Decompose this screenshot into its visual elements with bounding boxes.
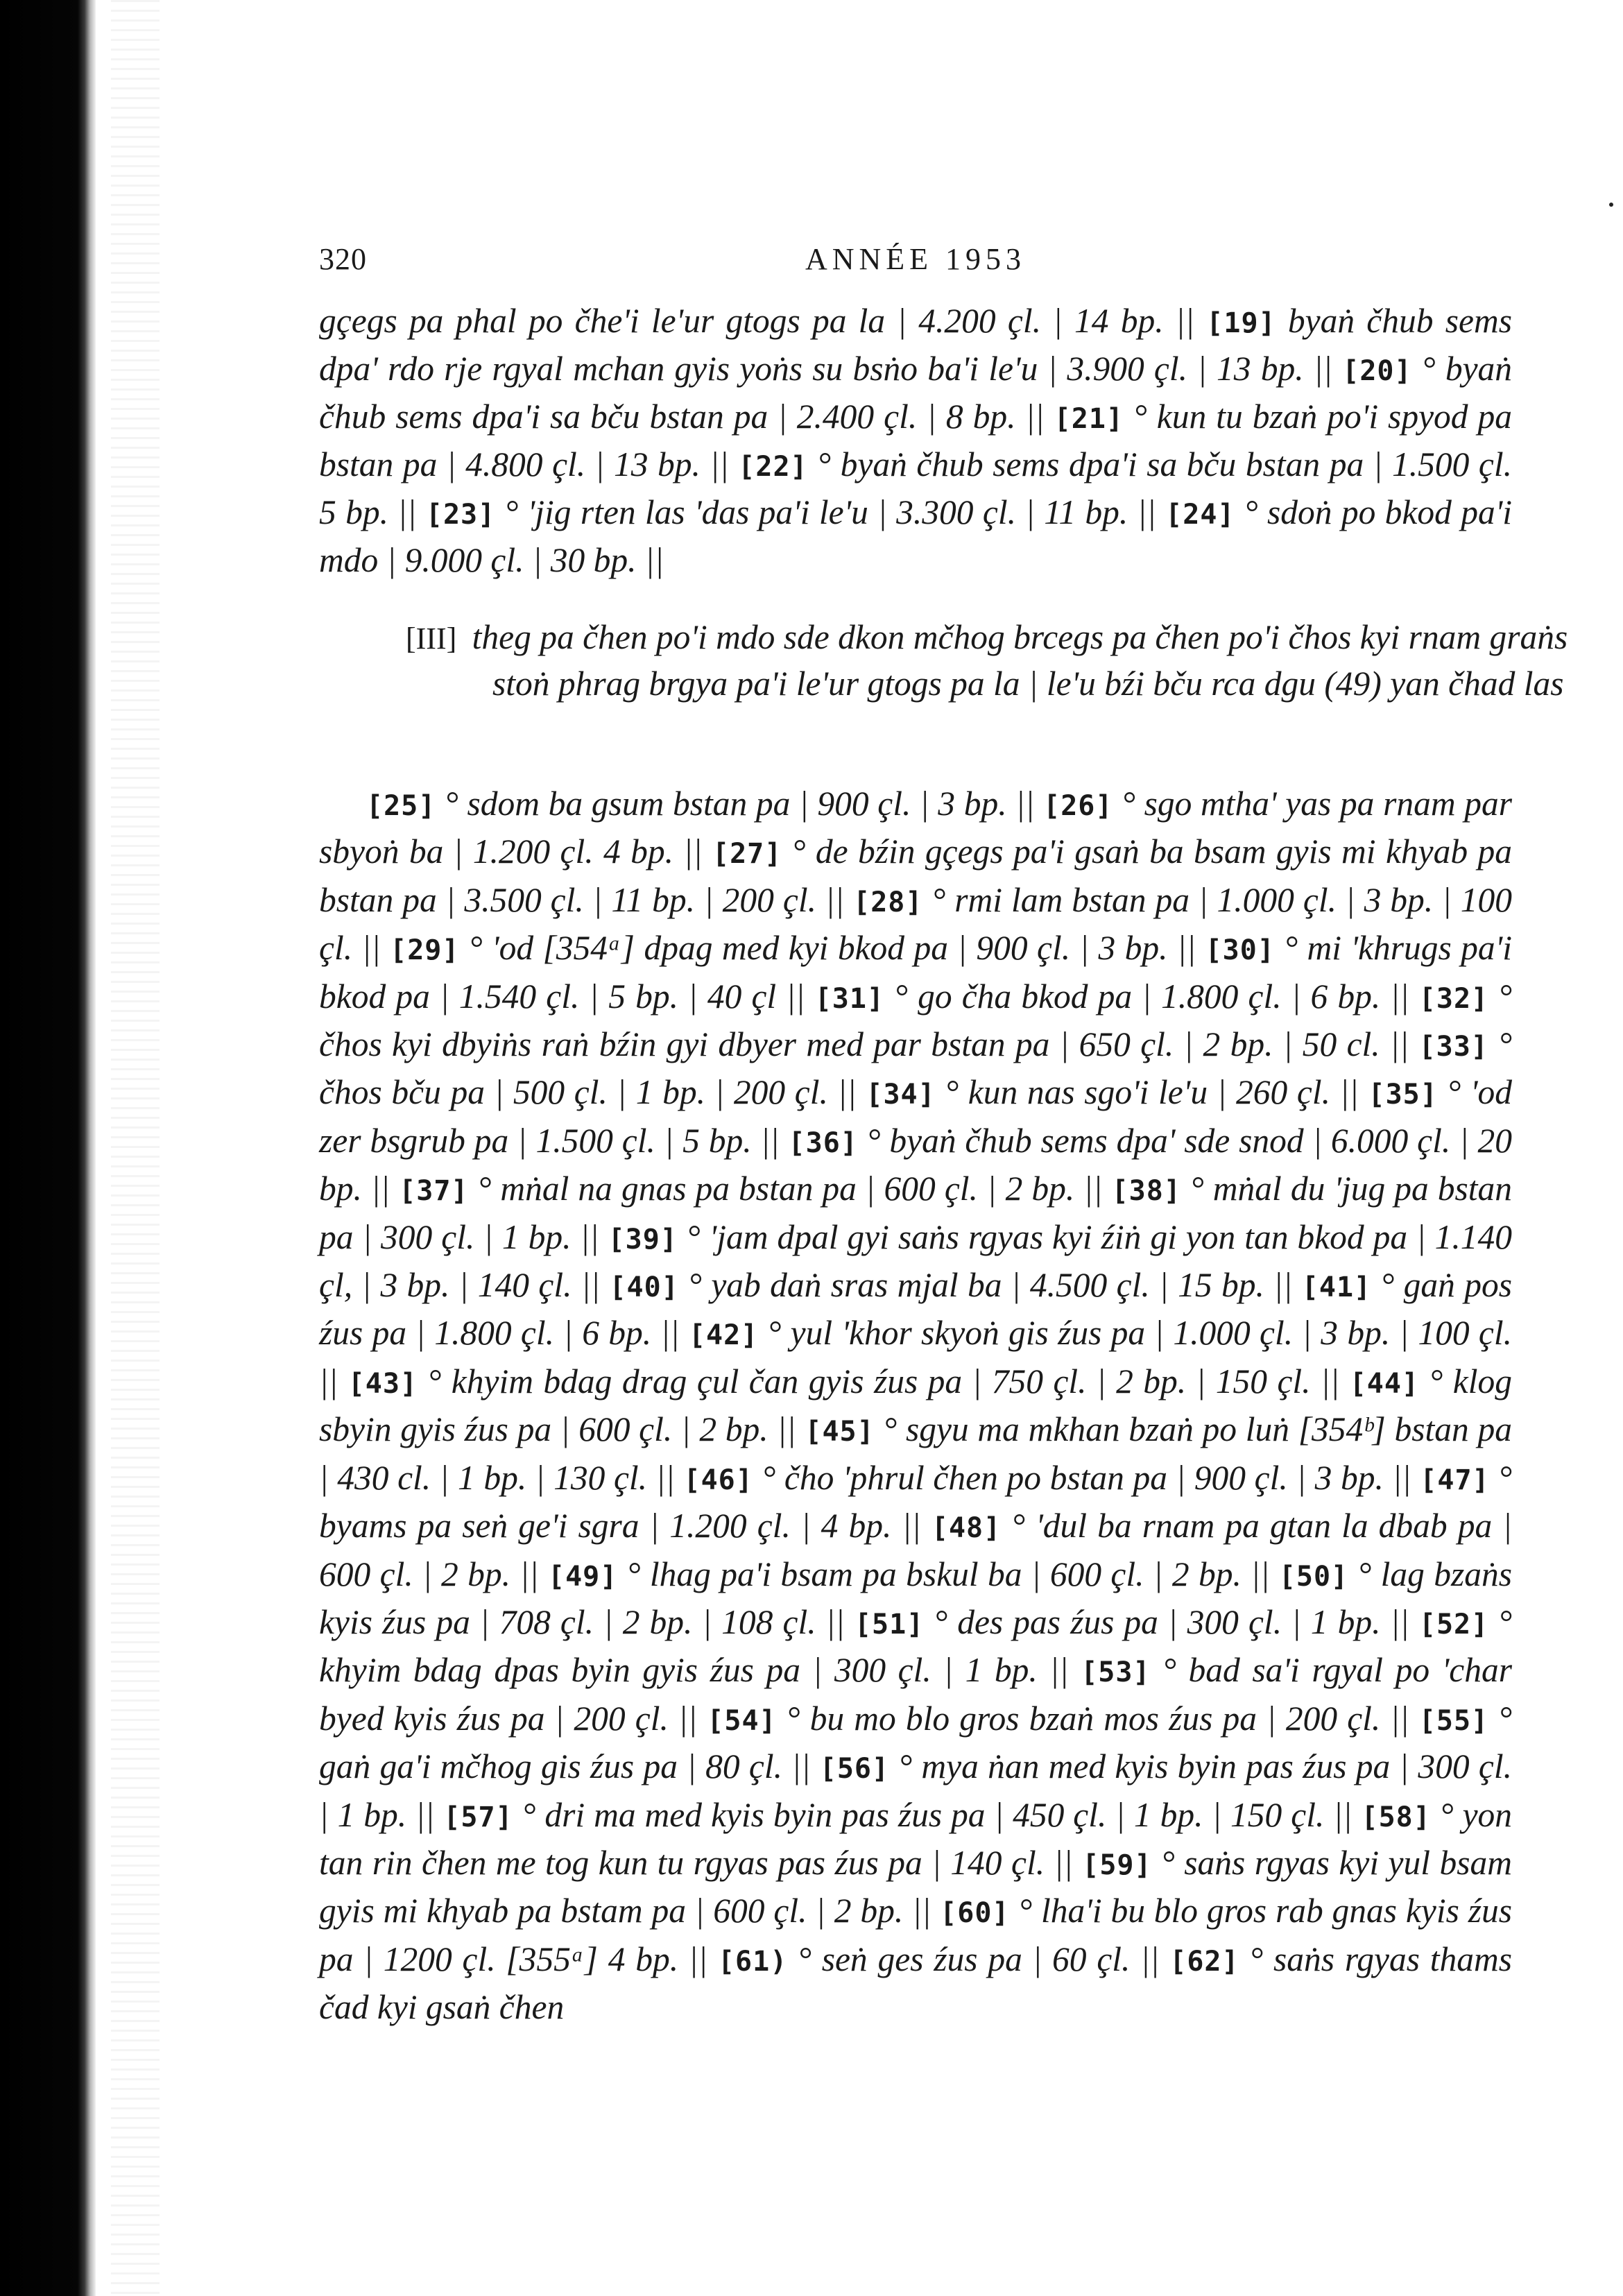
entry-number: [55] [1418, 1704, 1489, 1737]
entry-number: [52] [1418, 1608, 1489, 1640]
entry-number: [43] [347, 1367, 418, 1400]
entry-text: ° 'jig rten las 'das pa'i le'u | 3.300 çl. | 11 bp. || [504, 493, 1156, 531]
entry-number: [29] [390, 934, 460, 967]
entry-number: [28] [853, 886, 923, 918]
list-entry [548, 1555, 1269, 1593]
entry-number: [54] [707, 1704, 777, 1737]
scan-edge-texture [111, 0, 160, 2296]
entry-text: ° gaṅ pos źus pa | 1.800 çl. | 6 bp. || [319, 1266, 1513, 1353]
entry-number: [37] [399, 1175, 469, 1208]
entry-text: ° khyim bdag drag çul čan gyis źus pa | 750 çl. | 2 bp. | 150 çl. || [427, 1362, 1340, 1400]
entry-number: [34] [866, 1079, 936, 1111]
list-entry [718, 1940, 1160, 1978]
entry-text: ° sdom ba gsum bstan pa | 900 çl. | 3 bp. || [445, 785, 1035, 823]
paragraph-continuation [319, 298, 1512, 583]
entry-text: ° dri ma med kyis byin pas źus pa | 450 çl. | 1 bp. | 150 çl. || [522, 1795, 1352, 1834]
list-entry [390, 929, 1196, 967]
entry-text: ° mi 'khrugs pa'i bkod pa | 1.540 çl. | 5 bp. | 40 çl || [319, 929, 1513, 1016]
entry-number: [36] [788, 1126, 858, 1159]
entry-text: ° byaṅ čhub sems dpa' sde snod | 6.000 çl. | 20 bp. || [319, 1121, 1513, 1208]
entry-text: gçegs pa phal po čhe'i le'ur gtogs pa la | 4.200 çl. | 14 bp. || [319, 302, 1195, 340]
list-entry [684, 1459, 1411, 1497]
entry-number: [30] [1205, 934, 1275, 967]
entry-number: [20] [1342, 355, 1412, 387]
entry-text: ° yab daṅ sras mjal ba | 4.500 çl. | 15 bp. || [688, 1266, 1293, 1305]
entry-text: ° byams pa seṅ ge'i sgra | 1.200 çl. | 4 bp. || [319, 1458, 1513, 1545]
entry-text: ° mṅal na gnas pa bstan pa | 600 çl. | 2 bp. || [477, 1170, 1103, 1208]
entry-number: [58] [1361, 1801, 1431, 1833]
list-entry [348, 1362, 1340, 1400]
list-entry [855, 1603, 1409, 1641]
entry-text: ° kun nas sgo'i le'u | 260 çl. || [945, 1073, 1359, 1112]
entry-number: [40] [609, 1271, 679, 1304]
entry-text: ° čhos kyi dbyiṅs raṅ bźin gyi dbyer med par bstan pa | 650 çl. | 2 bp. | 50 cl. || [319, 977, 1513, 1064]
running-title: ANNÉE 1953 [805, 242, 1027, 276]
entry-text: ° sgo mtha' yas pa rnam par sbyoṅ ba | 1.200 çl. 4 bp. || [319, 785, 1513, 871]
entry-text: ° gaṅ ga'i mčhog gis źus pa | 80 çl. || [319, 1699, 1513, 1786]
entry-number: [38] [1111, 1175, 1181, 1208]
list-entry [707, 1699, 1409, 1738]
entry-text: ° sdoṅ po bkod pa'i mdo | 9.000 çl. | 30 bp. || [319, 493, 1513, 579]
list-entry [426, 493, 1156, 531]
entry-number: [62] [1169, 1945, 1239, 1978]
entry-text: ° čho 'phrul čhen po bstan pa | 900 çl. | 3 bp. || [762, 1458, 1411, 1497]
entry-number: [47] [1420, 1464, 1490, 1496]
section-heading [406, 615, 1599, 706]
entry-number: [49] [547, 1560, 618, 1593]
entry-number: [59] [1082, 1849, 1152, 1881]
entry-number: [50] [1278, 1560, 1349, 1593]
entry-text: ° seṅ ges źus pa | 60 çl. || [798, 1939, 1160, 1978]
entry-text: ° kun tu bzaṅ po'i spyod pa bstan pa | 4.800 çl. | 13 bp. || [319, 397, 1513, 483]
list-entry [815, 977, 1409, 1016]
running-head [319, 241, 1512, 283]
catalogue-list [319, 781, 1512, 2030]
entry-number: [53] [1081, 1656, 1151, 1689]
entry-number: [31] [814, 982, 885, 1015]
entry-number: [24] [1165, 499, 1235, 531]
entry-text: ° lag bzaṅs kyis źus pa | 708 çl. | 2 bp. | 108 çl. || [319, 1554, 1513, 1641]
entry-number: [46] [683, 1464, 753, 1496]
entry-text: ° khyim bdag dpas byin gyis źus pa | 300 çl. | 1 bp. || [319, 1602, 1513, 1690]
entry-number: [35] [1368, 1079, 1438, 1111]
entry-text: ° 'od [354ᵃ] dpag med kyi bkod pa | 900 çl. | 3 bp. || [468, 929, 1196, 968]
entry-text: ° 'od zer bsgrub pa | 1.500 çl. | 5 bp. || [319, 1073, 1512, 1160]
entry-text: ° mṅal du 'jug pa bstan pa | 300 çl. | 1 bp. || [319, 1170, 1513, 1256]
entry-number: [60] [940, 1897, 1010, 1930]
entry-text: ° lha'i bu blo gros rab gnas kyis źus pa | 1200 çl. [355ᵃ] 4 bp. || [319, 1892, 1513, 1978]
entry-number: [44] [1349, 1367, 1420, 1400]
entry-text: ° byaṅ čhub sems dpa'i sa bču bstan pa | 1.500 çl. 5 bp. || [319, 445, 1513, 531]
entry-number: [61) [717, 1945, 788, 1978]
list-entry [399, 1170, 1102, 1208]
entry-text: ° sgyu ma mkhan bzaṅ po luṅ [354ᵇ] bstan pa | 430 cl. | 1 bp. | 130 çl. || [319, 1410, 1513, 1497]
entry-text: ° lhag pa'i bsam pa bskul ba | 600 çl. | 2 bp. || [626, 1554, 1270, 1593]
entry-text: ° 'jam dpal gyi saṅs rgyas kyi źiṅ gi yon tan bkod pa | 1.140 çl, | 3 bp. | 140 çl. || [319, 1217, 1513, 1305]
entry-text: ° saṅs rgyas thams čad kyi gsaṅ čhen [319, 1939, 1513, 2027]
entry-number: [48] [931, 1512, 1002, 1545]
entry-text: ° čhos bču pa | 500 çl. | 1 bp. | 200 çl. || [319, 1025, 1513, 1112]
entry-text: ° mya ṅan med kyis byin pas źus pa | 300 çl. | 1 bp. || [319, 1747, 1513, 1834]
list-entry [443, 1796, 1352, 1834]
entry-text: ° klog sbyin gyis źus pa | 600 çl. | 2 bp. || [319, 1362, 1512, 1449]
entry-text: byaṅ čhub sems dpa' rdo rje rgyal mchan gyis yoṅs su bsṅo ba'i le'u | 3.900 çl. | 13 bp. || [319, 302, 1513, 388]
entry-text: ° byaṅ čhub sems dpa'i sa bču bstan pa | 2.400 çl. | 8 bp. || [319, 350, 1513, 436]
entry-text: ° yul 'khor skyoṅ gis źus pa | 1.000 çl. | 3 bp. | 100 çl. || [319, 1314, 1513, 1400]
list-entry [366, 785, 1034, 823]
entry-text: ° 'dul ba rnam pa gtan la dbab pa | 600 çl. | 2 bp. || [319, 1507, 1513, 1593]
entry-text: ° saṅs rgyas kyi yul bsam gyis mi khyab pa bstam pa | 600 çl. | 2 bp. || [319, 1843, 1513, 1930]
scan-binding-shadow [0, 0, 96, 2296]
entry-number: [25] [366, 790, 436, 822]
entry-text: ° bad sa'i rgyal po 'char byed kyis źus pa | 200 çl. || [319, 1651, 1513, 1738]
list-entry [609, 1266, 1292, 1304]
entry-number: [19] [1206, 307, 1276, 339]
entry-number: [45] [805, 1416, 875, 1448]
section-heading-text: theg pa čhen po'i mdo sde dkon mčhog brcegs pa čhen po'i čhos kyi rnam graṅs stoṅ phrag brgya pa'i le'ur gtogs pa la | le'u bźi bču rca dgu (49) yan čhad las [472, 618, 1568, 703]
scan-speck [1609, 203, 1613, 207]
entry-number: [39] [608, 1223, 678, 1256]
section-roman-numeral: [III] [406, 622, 457, 656]
entry-number: [41] [1301, 1271, 1372, 1304]
entry-number: [51] [854, 1608, 925, 1640]
entry-number: [21] [1054, 403, 1124, 435]
entry-number: [27] [712, 838, 782, 871]
entry-number: [33] [1418, 1031, 1488, 1063]
entry-number: [42] [688, 1319, 759, 1352]
entry-text: ° des pas źus pa | 300 çl. | 1 bp. || [934, 1602, 1409, 1641]
entry-text: ° rmi lam bstan pa | 1.000 çl. | 3 bp. | 100 çl. || [319, 880, 1513, 968]
list-entry [319, 302, 1194, 340]
entry-text: ° go čha bkod pa | 1.800 çl. | 6 bp. || [894, 977, 1409, 1016]
list-entry [866, 1073, 1358, 1111]
entry-number: [23] [425, 499, 496, 531]
entry-text: ° yon tan rin čhen me tog kun tu rgyas pas źus pa | 140 çl. || [319, 1795, 1513, 1882]
page-number: 320 [319, 242, 367, 276]
entry-number: [26] [1043, 790, 1113, 822]
entry-text: ° bu mo blo gros bzaṅ mos źus pa | 200 çl. || [786, 1699, 1409, 1738]
entry-number: [56] [819, 1753, 890, 1785]
entry-number: [57] [443, 1801, 513, 1833]
entry-number: [22] [738, 451, 808, 483]
entry-number: [32] [1418, 982, 1489, 1015]
entry-text: ° de bźin gçegs pa'i gsaṅ ba bsam gyis mi khyab pa bstan pa | 3.500 çl. | 11 bp. | 200 çl. || [319, 832, 1513, 919]
